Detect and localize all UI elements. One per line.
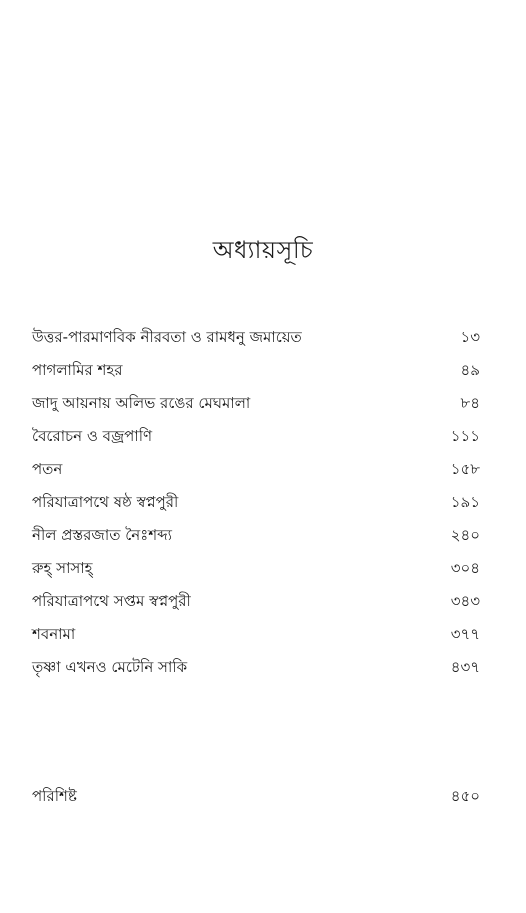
toc-entry bbox=[32, 420, 480, 453]
toc-entry bbox=[32, 519, 480, 552]
toc-entry bbox=[32, 651, 480, 684]
toc-entry-page: ৩৭৭ bbox=[450, 625, 480, 643]
toc-entry bbox=[32, 354, 480, 387]
toc-heading: অধ্যায়সূচি bbox=[212, 236, 314, 264]
toc-entry-page: ৪৯ bbox=[460, 361, 480, 379]
toc-entry-title: উত্তর-পারমাণবিক নীরবতা ও রামধনু জমায়েত bbox=[32, 328, 302, 346]
toc-list bbox=[32, 321, 480, 684]
toc-entry-title: পাগলামির শহর bbox=[32, 361, 123, 379]
toc-entry-title: শবনামা bbox=[32, 625, 76, 643]
toc-entry-title: পরিযাত্রাপথে সপ্তম স্বপ্নপুরী bbox=[32, 592, 191, 610]
toc-entry bbox=[32, 552, 480, 585]
toc-appendix-entry bbox=[32, 780, 480, 813]
toc-entry-title: নীল প্রস্তরজাত নৈঃশব্দ্য bbox=[32, 526, 172, 544]
toc-entry-page: ১৩ bbox=[460, 328, 480, 346]
toc-appendix-title: পরিশিষ্ট bbox=[32, 787, 77, 805]
toc-entry-title: জাদু আয়নায় অলিভ রঙের মেঘমালা bbox=[32, 394, 251, 412]
toc-entry-title: রুহ্ সাসাহ্ bbox=[32, 559, 93, 577]
toc-entry bbox=[32, 453, 480, 486]
toc-entry-page: ৮৪ bbox=[460, 394, 480, 412]
toc-entry-title: বৈরোচন ও বজ্রপাণি bbox=[32, 427, 153, 445]
toc-entry-title: পরিযাত্রাপথে ষষ্ঠ স্বপ্নপুরী bbox=[32, 493, 179, 511]
toc-entry-title: তৃষ্ণা এখনও মেটেনি সাকি bbox=[32, 658, 188, 676]
toc-entry-title: পতন bbox=[32, 460, 63, 478]
toc-entry bbox=[32, 585, 480, 618]
toc-entry-page: ২৪০ bbox=[450, 526, 480, 544]
toc-appendix-page: ৪৫০ bbox=[450, 787, 480, 805]
toc-entry-page: ১৫৮ bbox=[450, 460, 480, 478]
toc-entry-page: ৪৩৭ bbox=[450, 658, 480, 676]
toc-entry bbox=[32, 618, 480, 651]
toc-entry bbox=[32, 486, 480, 519]
toc-entry-page: ১৯১ bbox=[450, 493, 480, 511]
toc-entry-page: ৩৪৩ bbox=[450, 592, 480, 610]
toc-entry bbox=[32, 387, 480, 420]
toc-entry-page: ৩০৪ bbox=[450, 559, 480, 577]
toc-entry bbox=[32, 321, 480, 354]
toc-entry-page: ১১১ bbox=[450, 427, 480, 445]
